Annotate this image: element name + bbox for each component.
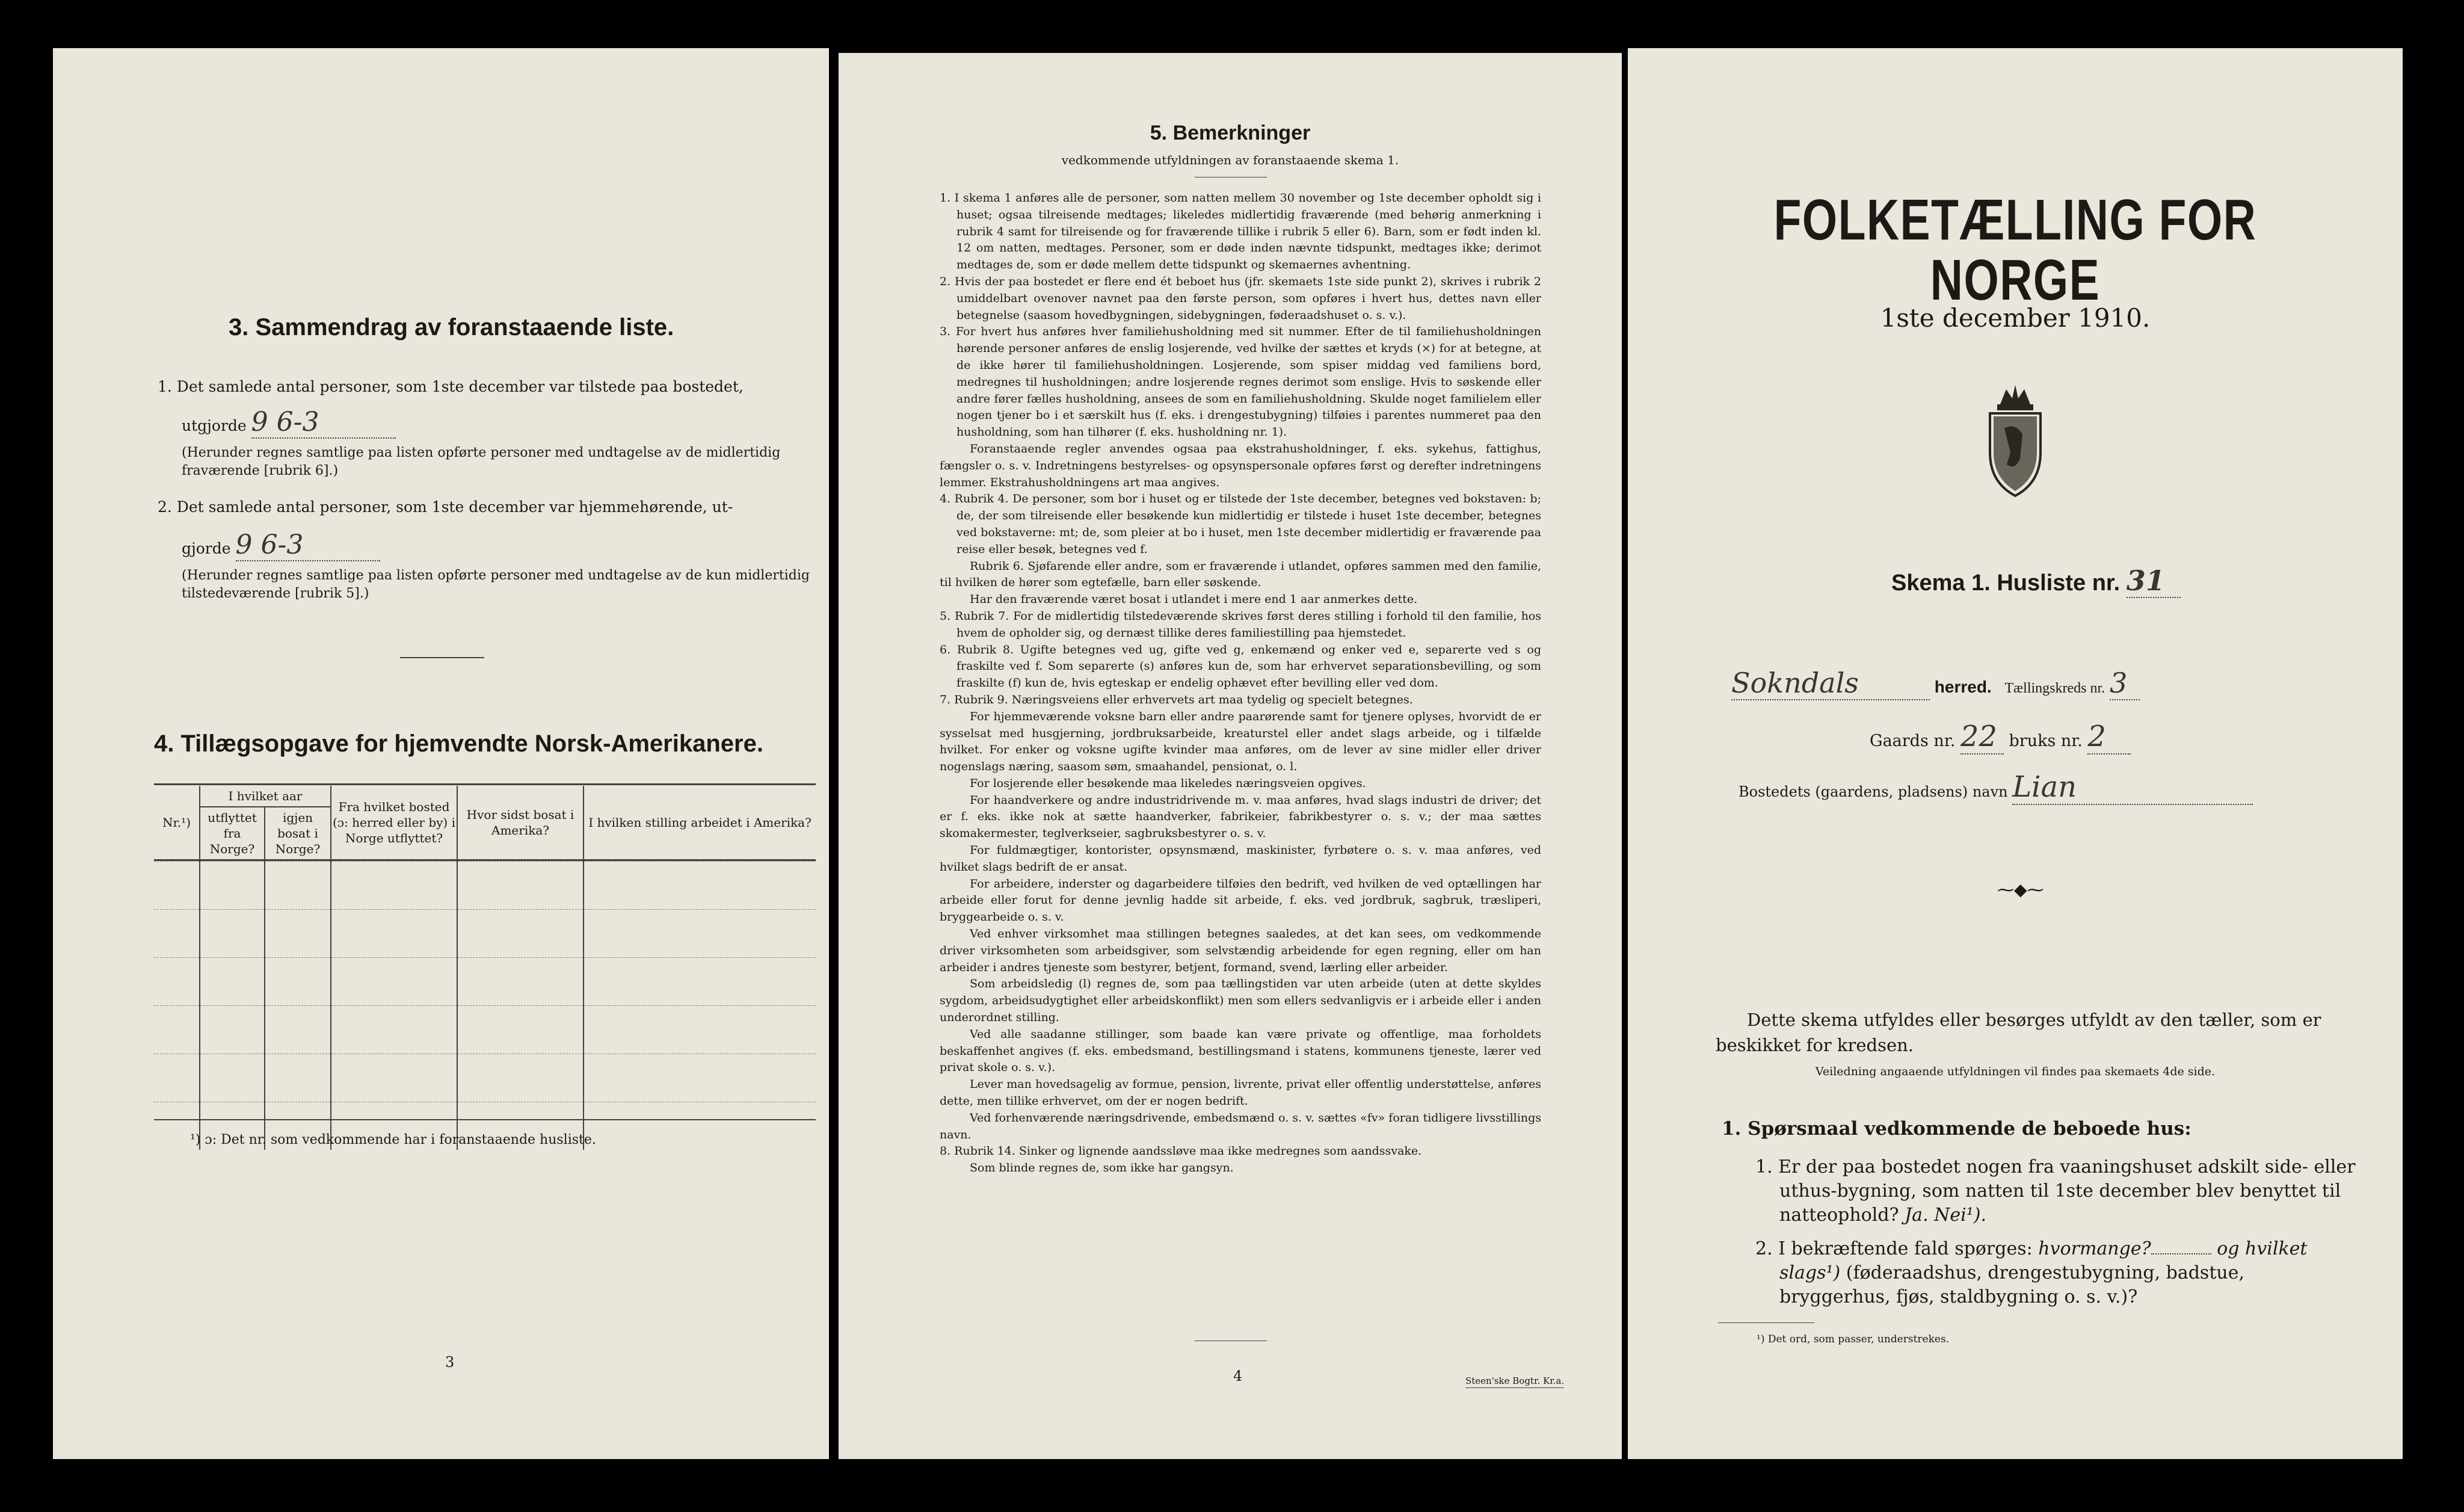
divider xyxy=(400,657,484,658)
husliste-nr-value: 31 xyxy=(2127,564,2181,598)
bemerkninger-title: 5. Bemerkninger xyxy=(1150,122,1311,144)
item1-text: 1. Det samlede antal personer, som 1ste december var tilstede paa bostedet, xyxy=(158,378,744,395)
bosted-label: Bostedets (gaardens, pladsens) navn xyxy=(1739,783,2008,800)
q1-item2-slags: og hvilket slags¹) xyxy=(1779,1238,2308,1283)
bosted-value: Lian xyxy=(2012,770,2253,805)
skema-line xyxy=(1891,564,2181,598)
gaards-label: Gaards nr. xyxy=(1870,732,1956,750)
note-7b: For hjemmeværende voksne barn eller andre paarørende samt for tjenere oplyses, hvorvidt de er sysselsat med husgjerning, jordbruksarbeide, kreaturstel eller andet slags arbeide, og i tilfælde hvilket. For enker og voksne ugifte kvinder maa anføres, om de lever av sine midler eller driver nogenslags næring, saasom søm, smaahandel, pensionat, o. l. xyxy=(940,709,1541,774)
table-row xyxy=(154,958,816,1006)
gaards-line xyxy=(1870,720,2131,754)
table-row xyxy=(154,1054,816,1102)
note-7: 7. Rubrik 9. Næringsveiens eller erhvervets art maa tydelig og specielt betegnes. xyxy=(940,693,1413,706)
census-date: 1ste december 1910. xyxy=(1880,303,2151,333)
q1-item2-examples: (føderaadshus, drengestubygning, badstue, bryggerhus, fjøs, staldbygning o. s. v.)? xyxy=(1779,1262,2244,1307)
q1-item2-text: 2. I bekræftende fald spørges: xyxy=(1755,1238,2033,1259)
item2-prefix: gjorde xyxy=(182,540,231,557)
table-bottom-rule xyxy=(154,1119,816,1120)
note-7h: Som arbeidsledig (l) regnes de, som paa tællingstiden var uten arbeide (uten at dette skyldes sygdom, arbeidsudygtighet eller arbeidskonflikt) men som ellers sedvanligvis er i arbeide eller i anden underordnet stilling. xyxy=(940,977,1541,1025)
bosted-line xyxy=(1739,770,2253,805)
herred-value: Sokndals xyxy=(1731,667,1930,700)
item2-handwritten-value: 9 6-3 xyxy=(236,529,380,561)
q1-heading xyxy=(1722,1118,2191,1140)
left-page xyxy=(53,48,829,1459)
census-title: FOLKETÆLLING FOR NORGE xyxy=(1773,188,2257,312)
table-top-rule xyxy=(154,783,816,785)
table-row xyxy=(154,862,816,910)
note-3b: Foranstaaende regler anvendes ogsaa paa ekstrahusholdninger, f. eks. sykehus, fattighus, fængsler o. s. v. Indretningens bestyrelses- og opsynspersonale opføres først og derefter indretningens lemmer. Ekstrahusholdningens art maa angives. xyxy=(940,442,1541,489)
norsk-amerikanere-table xyxy=(154,786,816,1150)
note-2: 2. Hvis der paa bostedet er flere end ét beboet hus (jfr. skemaets 1ste side punkt 2), skrives i rubrik 2 umiddelbart ovenover navnet paa den første person, som opføres i hvert hus, dettes navn eller betegnelse (saasom hovedbygningen, sidebygningen, føderaadshuset o. s. v.). xyxy=(940,274,1541,322)
col-fra-bosted: Fra hvilket bosted (ɔ: herred eller by) i Norge utflyttet? xyxy=(331,786,457,860)
guidance-text: Veiledning angaaende utfyldningen vil findes paa skemaets 4de side. xyxy=(1815,1065,2216,1078)
note-1: 1. I skema 1 anføres alle de personer, som natten mellem 30 november og 1ste december opholdt sig i huset; ogsaa tilreisende medtages; likeledes midlertidig fraværende (med behørig anmerkning i rubrik 4 samt for tilreisende og for fraværende tillike i rubrik 5 eller 6). Barn, som er født inden kl. 12 om natten, medtages. Personer, som er døde inden nævnte tidspunkt, medtages ikke; derimot medtages de, som er døde mellem dette tidspunkt og skemaernes avhentning. xyxy=(940,191,1541,272)
note-7c: For losjerende eller besøkende maa likeledes næringsveien opgives. xyxy=(970,776,1366,790)
col-stilling: I hvilken stilling arbeidet i Amerika? xyxy=(584,786,816,860)
q1-item2 xyxy=(1755,1237,2357,1309)
table-row xyxy=(154,1006,816,1054)
bemerkninger-notes xyxy=(940,190,1541,1177)
section3-title: 3. Sammendrag av foranstaaende liste. xyxy=(229,314,674,341)
col-hvor-bosat: Hvor sidst bosat i Amerika? xyxy=(457,786,584,860)
bruks-label: bruks nr. xyxy=(2009,732,2083,750)
section4-title: 4. Tillægsopgave for hjemvendte Norsk-Amerikanere. xyxy=(154,730,763,757)
note-7d: For haandverkere og andre industridrivende m. v. maa anføres, hvad slags industri de driver; det er f. eks. ikke nok at sætte haandverker, fabrikeier, fabrikbestyrer o. s. v.; der maa sættes skomakermester, teglverkseier, sagbruksbestyrer o. s. v. xyxy=(940,793,1541,841)
printer-imprint: Steen'ske Bogtr. Kr.a. xyxy=(1465,1375,1564,1388)
note-4b: Rubrik 6. Sjøfarende eller andre, som er fraværende i utlandet, opføres sammen med den familie, til hvilken de hører som egtefælle, barn eller søskende. xyxy=(940,559,1541,590)
table-row xyxy=(154,910,816,958)
item2-note: (Herunder regnes samtlige paa listen opførte personer med undtagelse av de kun midlertidig tilstedeværende [rubrik 5].) xyxy=(182,568,810,601)
divider xyxy=(1718,1322,1814,1323)
right-page xyxy=(1628,48,2403,1459)
col-igjen-bosat: igjen bosat i Norge? xyxy=(265,807,331,860)
instruction-text: Dette skema utfyldes eller besørges utfyldt av den tæller, som er beskikket for kredsen. xyxy=(1716,1010,2321,1055)
item1-prefix: utgjorde xyxy=(182,417,247,434)
item1-handwritten-value: 9 6-3 xyxy=(251,407,396,439)
table-footnote: ¹) ɔ: Det nr. som vedkommende har i foranstaaende husliste. xyxy=(190,1132,596,1147)
q1-item1 xyxy=(1755,1155,2357,1227)
note-7i: Ved alle saadanne stillinger, som baade kan være private og offentlige, maa forholdets beskaffenhet angives (f. eks. embedsmand, bestillingsmand i statens, kommunens tjeneste, lærer ved privat skole o. s. v.). xyxy=(940,1027,1541,1075)
note-4: 4. Rubrik 4. De personer, som bor i huset og er tilstede der 1ste december, betegnes ved bokstaven: b; de, der som tilreisende eller besøkende kun midlertidig er tilstede i huset 1ste december, betegnes ved bokstaverne: mt; de, som pleier at bo i huset, men 1ste december midlertidig er fraværende paa reise eller besøk, betegnes ved f. xyxy=(940,492,1541,556)
bruks-value: 2 xyxy=(2087,720,2131,754)
col-group-aar: I hvilket aar xyxy=(200,786,331,807)
item1-note: (Herunder regnes samtlige paa listen opførte personer med undtagelse av de midlertidig fraværende [rubrik 6].) xyxy=(182,445,781,478)
note-6: 6. Rubrik 8. Ugifte betegnes ved ug, gifte ved g, enkemænd og enker ved e, separerte ved s og fraskilte ved f. Som separerte (s) anføres kun de, som har erhvervet separationsbevilling, og som fraskilte (f) kun de, hvis egteskap er endelig ophævet efter bevilling eller ved dom. xyxy=(940,643,1541,690)
page-number: 3 xyxy=(445,1354,455,1371)
herred-label: herred. xyxy=(1934,677,1992,696)
q1-item1-text: 1. Er der paa bostedet nogen fra vaaningshuset adskilt side- eller uthus-bygning, som natten til 1ste december blev benyttet til natteophold? xyxy=(1755,1156,2356,1226)
item1-utgjorde xyxy=(182,407,396,439)
ornament-icon: ⁓◆⁓ xyxy=(1997,880,2044,899)
skema-label: Skema 1. Husliste nr. xyxy=(1891,570,2121,596)
item2-utgjorde xyxy=(182,529,380,561)
note-3: 3. For hvert hus anføres hver familiehusholdning med sit nummer. Efter de til familiehusholdningen hørende personer anføres de enslig losjerende, ved hvilke der sættes et kryds (×) for at betegne, at de ikke hører til familiehusholdningen. Losjerende, som spiser middag ved familiens bord, medregnes til husholdningen; andre losjerende regnes derimot som enslige. Hvis to søskende eller andre fører fælles husholdning, ansees de som en familiehusholdning. Skulde noget familielem eller nogen tjener bo i et særskilt hus (f. eks. i drengestubygning) tilføies i parentes nummeret paa den husholdning, som han tilhører (f. eks. husholdning nr. 1). xyxy=(940,325,1541,439)
norwegian-coat-of-arms-icon xyxy=(1979,380,2051,501)
note-7e: For fuldmægtiger, kontorister, opsynsmænd, maskinister, fyrbøtere o. s. v. maa anføres, ved hvilket slags bedrift de er ansat. xyxy=(940,844,1541,874)
krets-label: Tællingskreds nr. xyxy=(2004,680,2105,696)
item2-text: 2. Det samlede antal personer, som 1ste december var hjemmehørende, ut- xyxy=(158,498,733,516)
note-4c: Har den fraværende været bosat i utlandet i mere end 1 aar anmerkes dette. xyxy=(970,593,1418,606)
herred-line xyxy=(1731,667,2140,700)
note-7g: Ved enhver virksomhet maa stillingen betegnes saaledes, at det kan sees, om vedkommende driver virksomheten som arbeidsgiver, som selvstændig arbeidende for egen regning, eller om han arbeider i andres tjeneste som bestyrer, betjent, formand, svend, lærling eller arbeider. xyxy=(940,927,1541,974)
note-5: 5. Rubrik 7. For de midlertidig tilstedeværende skrives først deres stilling i forhold til den familie, hos hvem de opholder sig, og dernæst tillike deres familiestilling paa hjemstedet. xyxy=(940,609,1541,640)
page-number: 4 xyxy=(1233,1368,1243,1384)
q1-heading-text: 1. Spørsmaal vedkommende de beboede hus: xyxy=(1722,1118,2191,1140)
hvormange-blank xyxy=(2151,1253,2211,1254)
col-nr: Nr.¹) xyxy=(162,815,191,830)
q1-item1-answer: Ja. Nei¹). xyxy=(1905,1205,1987,1226)
q1-item2-hvormange: hvormange? xyxy=(2038,1238,2151,1259)
note-7j: Lever man hovedsagelig av formue, pension, livrente, privat eller offentlig understøttelse, anføres dette, men tillike erhvervet, om der er nogen bedrift. xyxy=(940,1078,1541,1108)
right-footnote: ¹) Det ord, som passer, understrekes. xyxy=(1757,1333,1950,1345)
col-utflyttet: utflyttet fra Norge? xyxy=(200,807,265,860)
note-8b: Som blinde regnes de, som ikke har gangsyn. xyxy=(970,1161,1234,1175)
note-7k: Ved forhenværende næringsdrivende, embedsmænd o. s. v. sættes «fv» foran tidligere livsstillings navn. xyxy=(940,1111,1541,1141)
note-7f: For arbeidere, inderster og dagarbeidere tilføies den bedrift, ved hvilken de ved optællingen har arbeide eller forut for denne jevnlig hadde sit arbeide, f. eks. ved jordbruk, sagbruk, træsliperi, bryggearbeide o. s. v. xyxy=(940,877,1541,924)
gaards-value: 22 xyxy=(1960,720,2004,754)
middle-page xyxy=(839,53,1622,1459)
note-8: 8. Rubrik 14. Sinker og lignende aandssløve maa ikke medregnes som aandssvake. xyxy=(940,1144,1422,1158)
bemerkninger-subtitle: vedkommende utfyldningen av foranstaaende skema 1. xyxy=(1061,153,1399,167)
krets-value: 3 xyxy=(2110,667,2140,700)
